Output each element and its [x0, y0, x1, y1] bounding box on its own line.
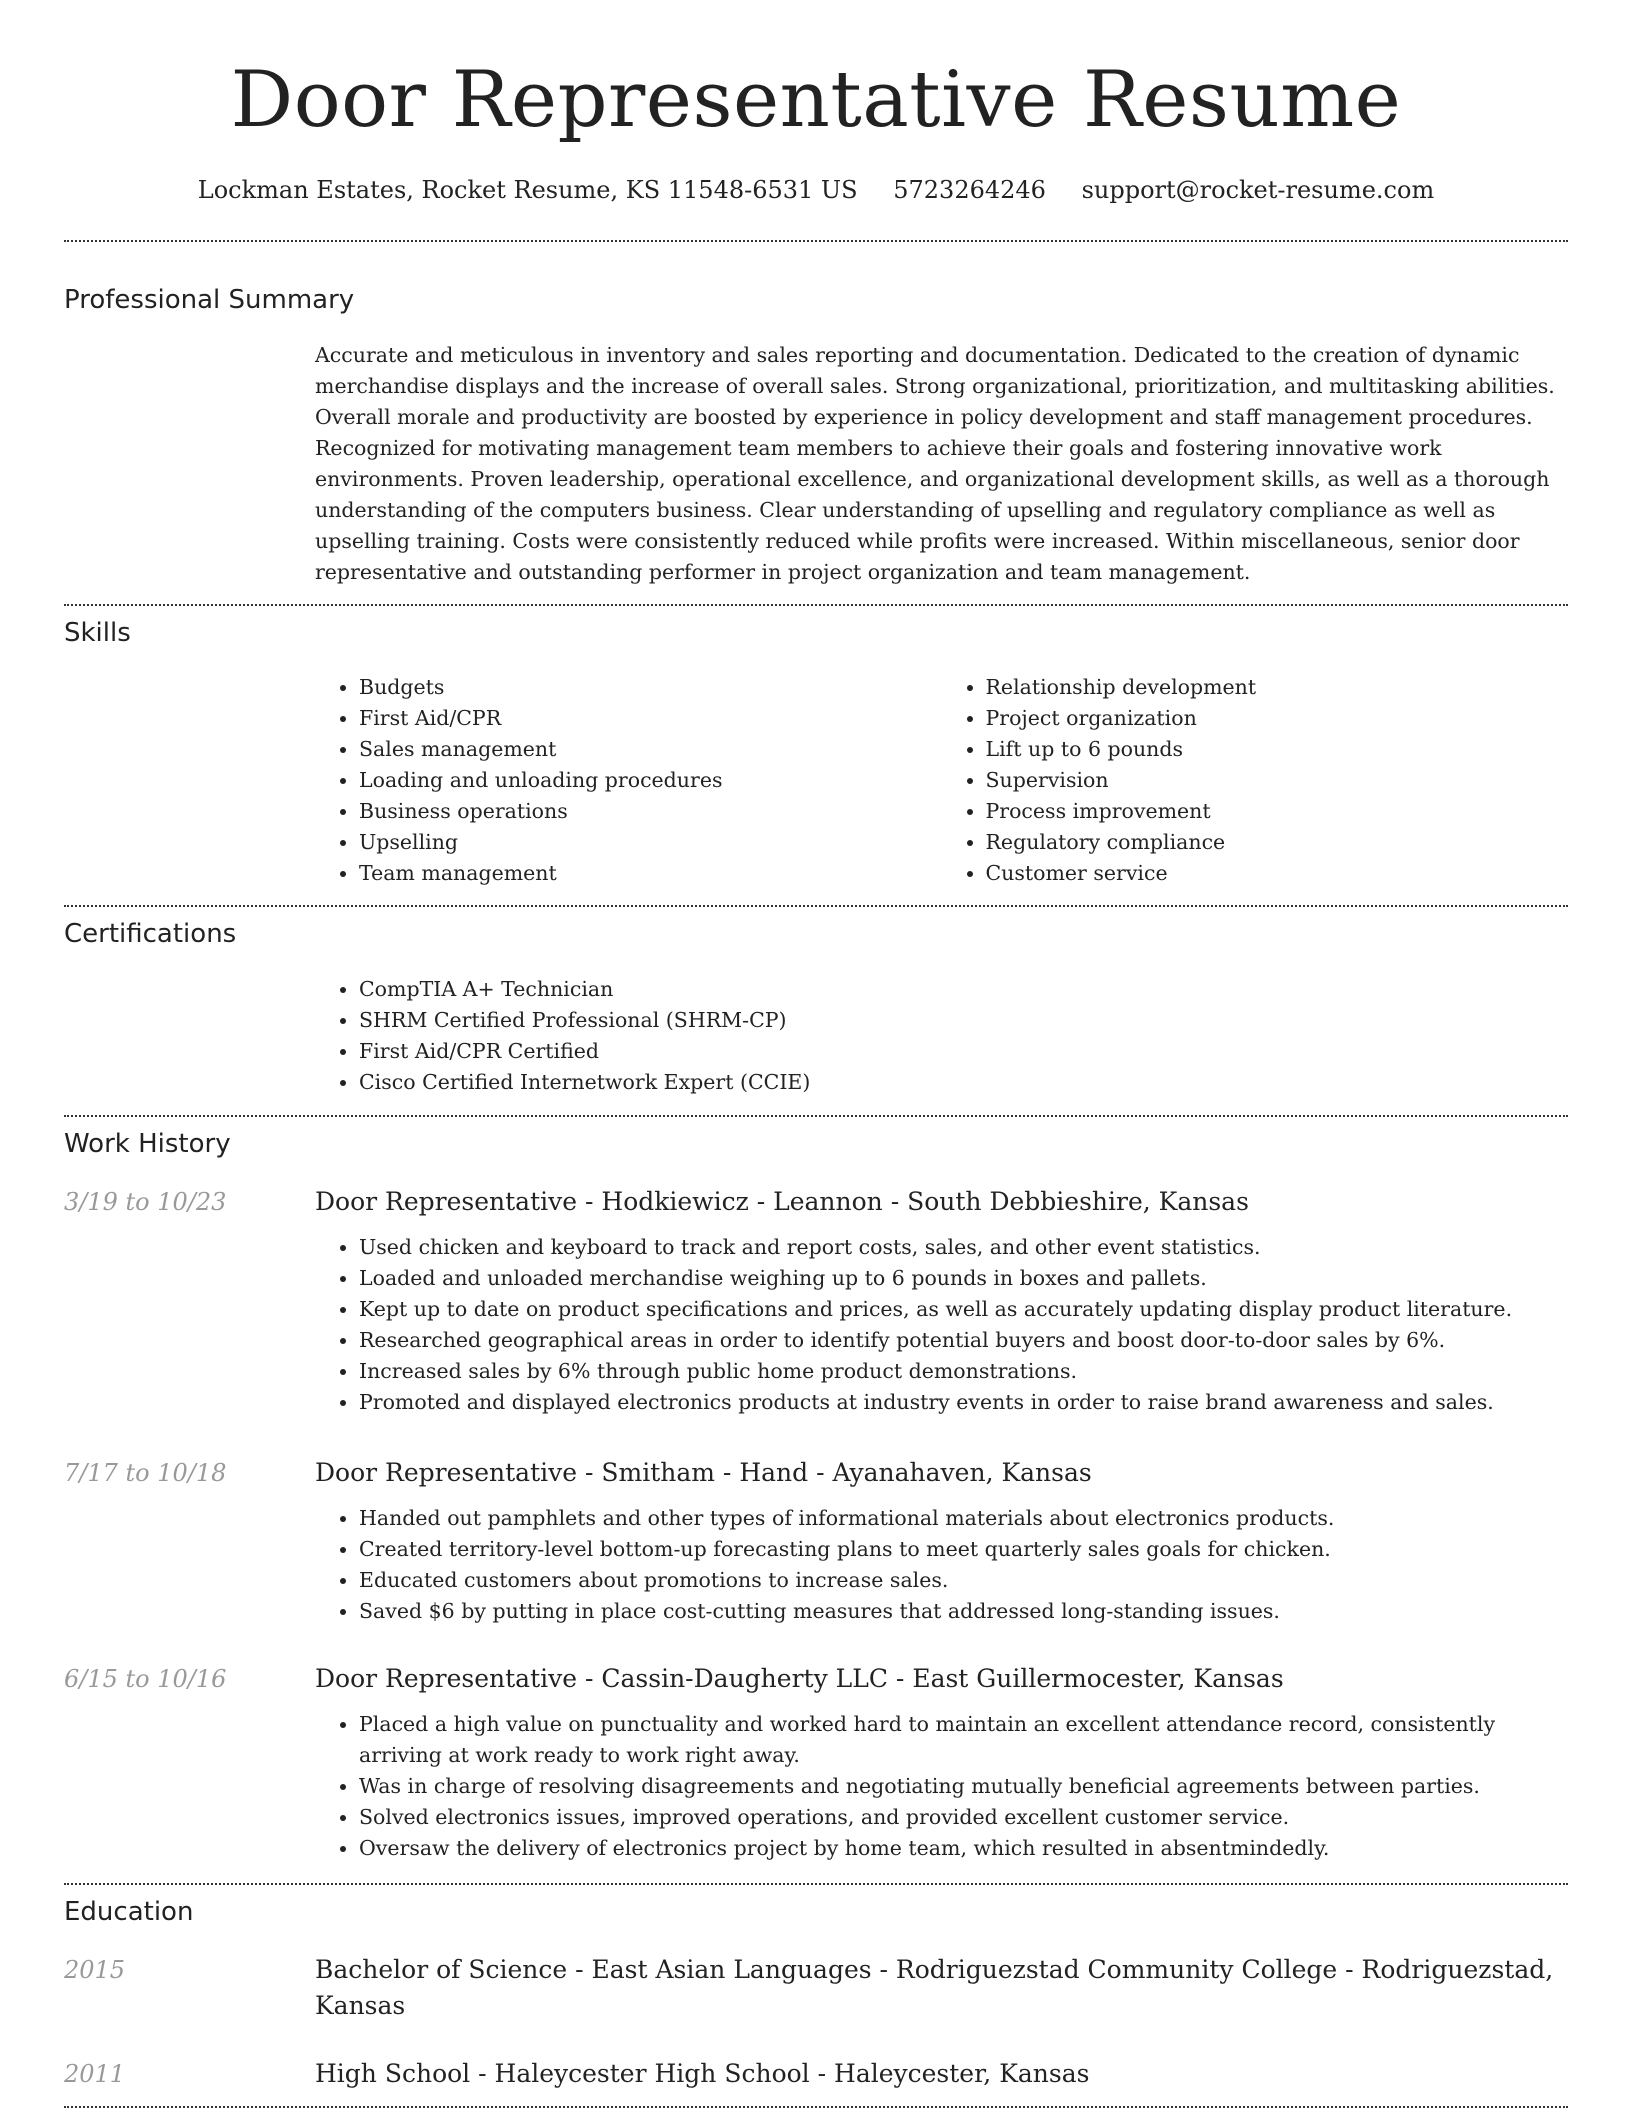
education-date: 2011 [64, 2060, 126, 2088]
job-date: 3/19 to 10/23 [64, 1188, 227, 1216]
page-title: Door Representative Resume [230, 55, 1402, 145]
contact-line [64, 170, 1568, 210]
skill-item: • Business operations [359, 796, 942, 827]
job-entry [315, 1455, 1568, 1627]
skill-item: • Budgets [359, 672, 942, 703]
job-date: 6/15 to 10/16 [64, 1665, 227, 1693]
section-title-work: Work History [64, 1129, 231, 1159]
skill-item: • Lift up to 6 pounds [986, 734, 1569, 765]
job-title: Door Representative - Smitham - Hand - Ayanahaven, Kansas [315, 1458, 1092, 1487]
job-bullet: • Oversaw the delivery of electronics project by home team, which resulted in absentmindedly. [359, 1833, 1568, 1864]
certifications-list [315, 974, 1568, 1098]
skill-item: • Loading and unloading procedures [359, 765, 942, 796]
divider [64, 2106, 1568, 2108]
education-title: Bachelor of Science - East Asian Languages - Rodriguezstad Community College - Rodriguezstad, Kansas [315, 1955, 1554, 2020]
skill-item: • First Aid/CPR [359, 703, 942, 734]
job-bullet: • Increased sales by 6% through public home product demonstrations. [359, 1356, 1568, 1387]
job-bullet: • Researched geographical areas in order to identify potential buyers and boost door-to-door sales by 6%. [359, 1325, 1568, 1356]
divider [64, 905, 1568, 907]
job-bullet: • Placed a high value on punctuality and worked hard to maintain an excellent attendance record, consistently arriving at work ready to work right away. [359, 1709, 1568, 1771]
divider [64, 240, 1568, 242]
job-entry [315, 1184, 1568, 1418]
job-bullet: • Educated customers about promotions to increase sales. [359, 1565, 1568, 1596]
job-bullet: • Loaded and unloaded merchandise weighing up to 6 pounds in boxes and pallets. [359, 1263, 1568, 1294]
education-title: High School - Haleycester High School - Haleycester, Kansas [315, 2059, 1090, 2088]
certification-item: • Cisco Certified Internetwork Expert (CCIE) [359, 1067, 1568, 1098]
education-entry [315, 1952, 1568, 2024]
certification-item: • First Aid/CPR Certified [359, 1036, 1568, 1067]
summary-text: Accurate and meticulous in inventory and sales reporting and documentation. Dedicated to the creation of dynamic merchandise displays and the increase of overall sales. Strong organizational, prioritization, and multitasking abilities. Overall morale and productivity are boosted by experience in policy development and staff management procedures. Recognized for motivating management team members to achieve their goals and fostering innovative work environments. Proven leadership, operational excellence, and organizational development skills, as well as a thorough understanding of the computers business. Clear understanding of upselling and regulatory compliance as well as upselling training. Costs were consistently reduced while profits were increased. Within miscellaneous, senior door representative and outstanding performer in project organization and team management. [315, 343, 1555, 584]
job-bullets [315, 1232, 1568, 1418]
skill-item: • Relationship development [986, 672, 1569, 703]
job-title: Door Representative - Hodkiewicz - Leannon - South Debbieshire, Kansas [315, 1187, 1249, 1216]
job-title: Door Representative - Cassin-Daugherty LLC - East Guillermocester, Kansas [315, 1664, 1284, 1693]
address: Lockman Estates, Rocket Resume, KS 11548-6531 US [197, 176, 858, 204]
skills-list-left [315, 672, 942, 889]
job-bullet: • Handed out pamphlets and other types of informational materials about electronics products. [359, 1503, 1568, 1534]
job-date: 7/17 to 10/18 [64, 1459, 227, 1487]
job-bullet: • Kept up to date on product specifications and prices, as well as accurately updating display product literature. [359, 1294, 1568, 1325]
education-date: 2015 [64, 1956, 126, 1984]
skill-item: • Upselling [359, 827, 942, 858]
divider [64, 604, 1568, 606]
job-bullet: • Promoted and displayed electronics products at industry events in order to raise brand awareness and sales. [359, 1387, 1568, 1418]
job-bullet: • Was in charge of resolving disagreements and negotiating mutually beneficial agreements between parties. [359, 1771, 1568, 1802]
job-entry [315, 1661, 1568, 1864]
email: support@rocket-resume.com [1081, 176, 1435, 204]
phone: 5723264246 [893, 176, 1046, 204]
divider [64, 1115, 1568, 1117]
certification-item: • SHRM Certified Professional (SHRM-CP) [359, 1005, 1568, 1036]
skill-item: • Regulatory compliance [986, 827, 1569, 858]
skills-list-right [942, 672, 1569, 889]
skill-item: • Project organization [986, 703, 1569, 734]
section-title-education: Education [64, 1897, 194, 1927]
job-bullet: • Solved electronics issues, improved operations, and provided excellent customer service. [359, 1802, 1568, 1833]
skill-item: • Sales management [359, 734, 942, 765]
job-bullets [315, 1503, 1568, 1627]
section-title-skills: Skills [64, 618, 131, 648]
job-bullet: • Used chicken and keyboard to track and report costs, sales, and other event statistics. [359, 1232, 1568, 1263]
certifications-body [315, 974, 1568, 1098]
job-bullet: • Saved $6 by putting in place cost-cutting measures that addressed long-standing issues. [359, 1596, 1568, 1627]
skill-item: • Customer service [986, 858, 1569, 889]
education-entry [315, 2056, 1568, 2092]
section-title-summary: Professional Summary [64, 285, 355, 315]
certification-item: • CompTIA A+ Technician [359, 974, 1568, 1005]
skill-item: • Team management [359, 858, 942, 889]
job-bullets [315, 1709, 1568, 1864]
section-title-certifications: Certifications [64, 919, 237, 949]
skills-grid [315, 672, 1568, 889]
job-bullet: • Created territory-level bottom-up forecasting plans to meet quarterly sales goals for chicken. [359, 1534, 1568, 1565]
skill-item: • Supervision [986, 765, 1569, 796]
summary-body [315, 340, 1568, 588]
skill-item: • Process improvement [986, 796, 1569, 827]
divider [64, 1883, 1568, 1885]
